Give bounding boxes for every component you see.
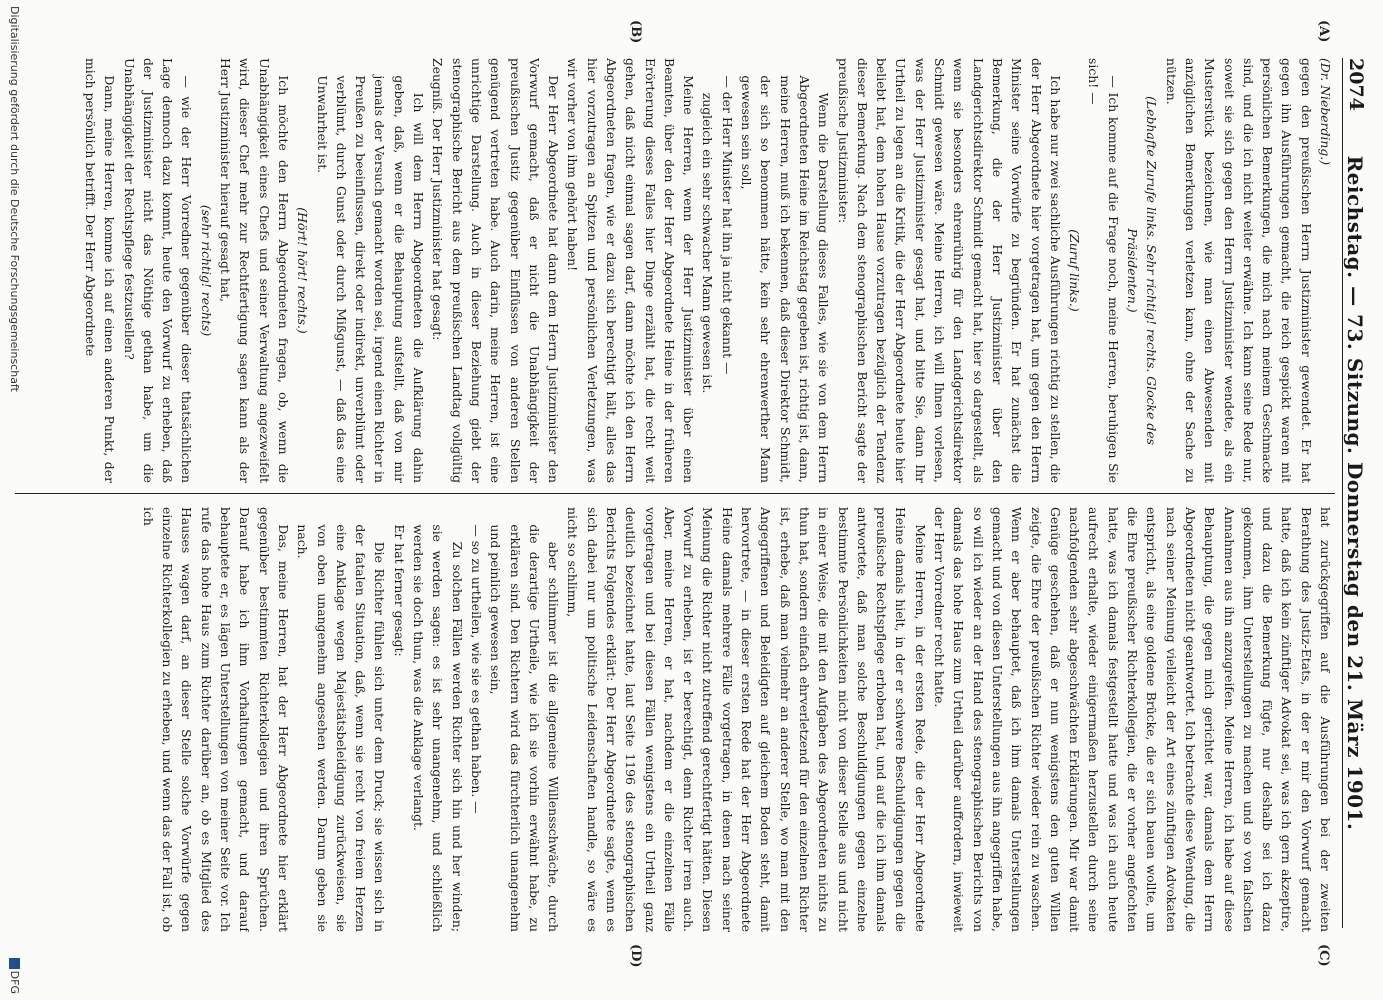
paragraph: — so zu urtheilen, wie sie es gethan haben. — (468, 524, 484, 814)
paragraph: Meine Herren, wenn der Herr Justizminister über einen Beamten, über den der Herr Abgeordnete Heine in der früheren Erörterung dieses Falles hier Dinge erzählt hat, die recht weit gehen, daß nicht einmal sagen darf, dann möchte ich den Herrn Abgeordneten fragen, wie er dazu sich berechtigt hält, alles das hier vorzutragen an Spitzen und persönlichen Verletzungen, was wir vorher von ihm gehört haben! (565, 58, 697, 483)
paragraph: — Ich komme auf die Frage noch, meine Herren, beruhigen Sie sich! — (1086, 58, 1121, 483)
margin-marker-a: (A) (1316, 20, 1331, 43)
paragraph: — der Herr Minister hat ihn ja nicht gekannt — (719, 75, 735, 375)
interjection: (Zuruf links.) (1067, 229, 1083, 312)
page-header (1343, 58, 1369, 928)
quoted-passage: Wenn die Darstellung dieses Falles, wie sie von dem Herrn Abgeordneten Heine im Reichstag gegeben ist, richtig ist, dann, meine Herren, muß ich bekennen, daß dieser Direktor Schmidt, der sich so benommen hätte, kein sehr ehrenwerther Mann gewesen sein soll, (739, 75, 832, 483)
margin-marker-d: (D) (628, 944, 643, 968)
paragraph: Dann, meine Herren, komme ich auf einen anderen Punkt, der mich persönlich betrifft. Der Herr Abgeordnete (83, 58, 118, 483)
paragraph: Ich habe nur zwei sachliche Ausführungen richtig zu stellen, die der Herr Abgeordnete hier vorgetragen hat, um gegen den Herrn Minister seine Vorwürfe zu begründen. Er hat zunächst die Bemerkung, die der Herr Justizminister über den Landgerichtsdirektor Schmidt gemacht hat, hier so dargestellt, als wenn sie besonders ehrenrührig für den Landgerichtsdirektor Schmidt gewesen wäre. Meine Herren, ich will Ihnen vorlesen, was der Herr Justizminister gesagt hat, und bitte Sie, dann Ihr Urtheil zu legen an die Kritik, die der Herr Abgeordnete heute hier beliebt hat, dem hohen Hause vorzutragen bezüglich der Tendenz dieser Bemerkung. Nach dem stenographischen Bericht sagte der preußische Justizminister: (835, 58, 1063, 483)
credit-text: Digitalisierung gefördert durch die Deutsche Forschungsgemeinschaft (8, 6, 22, 392)
speaker-name: (Dr. Nieberding.) (1318, 58, 1333, 166)
header-title: Reichstag. — 73. Sitzung. Donnerstag den 21. März 1901. (1343, 155, 1367, 831)
paragraph: Er hat ferner gesagt: (391, 524, 407, 657)
quoted-passage: aber schlimmer ist die allgemeine Willensschwäche, durch die derartige Urtheile, wie ich sie vorhin erwähnt habe, zu erklären sind. Den Richtern wird das fürchterlich unangenehm und peinlich gewesen sein, (488, 524, 562, 932)
header-rule (1342, 58, 1343, 928)
right-column (15, 507, 1335, 932)
left-column (15, 58, 1335, 483)
digitization-credit (5, 0, 25, 1000)
dfg-logo (9, 958, 22, 994)
paragraph: Der Herr Abgeordnete hat dann dem Herrn Justizminister den Vorwurf gemacht, daß er nicht die Unabhängigkeit der preußischen Justiz gegenüber Einflüssen von anderen Stellen genügend vertreten habe. Auch darin, meine Herren, ist eine unrichtige Darstellung. Auch in dieser Beziehung giebt der stenographische Bericht aus dem preußischen Landtag vollgültig Zeugniß. Der Herr Justizminister hat gesagt: (430, 58, 562, 483)
margin-marker-b: (B) (628, 20, 643, 44)
paragraph: — wie der Herr Vorredner gegenüber dieser thatsächlichen Lage dennoch dazu kommt, heute den Vorwurf zu erheben, daß der Justizminister nicht das Nöthige gethan habe, um die Unabhängigkeit der Rechtspflege festzustellen? (121, 58, 195, 483)
interjection: (Lebhafte Zurufe links. Sehr richtig! rechts. Glocke des Präsidenten.) (1125, 96, 1160, 445)
column-divider (15, 493, 1335, 494)
interjection: (sehr richtig! rechts) (198, 204, 214, 337)
paragraph: Das, meine Herren, hat der Herr Abgeordnete hier erklärt gegenüber bestimmten Richterkollegien und ihren Sprüchen. Darauf habe ich ihm Vorhaltungen gemacht, und darauf behauptete er, es lägen Unterstellungen von meiner Seite vor. Ich rufe das hohe Haus zum Richter darüber an, ob es Mitglied des Hauses wagen darf, an dieser Stelle solche Vorwürfe gegen einzelne Richterkollegien zu erheben, und wenn das der Fall ist, ob ich (140, 507, 291, 932)
quoted-passage: Die Richter fühlen sich unter dem Druck; sie wissen sich in der fatalen Situation, daß, wenn sie recht von freiem Herzen eine Anklage wegen Majestätsbeleidigung zurückweisen, sie von oben unangenehm angesehen werden. Darum geben sie nach. (295, 524, 388, 932)
margin-marker-c: (C) (1316, 944, 1331, 967)
paragraph: Meine Herren, in der ersten Rede, die der Herr Abgeordnete Heine damals hielt, in der er schwere Beschuldigungen gegen die preußische Rechtspflege erhoben hat, und auf die ich ihm damals antwortete, daß man solche Beschuldigungen gegen einzelne bestimmte Persönlichkeiten nicht von dieser Stelle aus und nicht in einer Weise, die mit den Aufgaben des Abgeordneten nichts zu thun hat, sondern einfach ehrverletzend für den einzelnen Richter ist, erhebe, daß man vielmehr an anderer Stelle, wo man mit den Angegriffenen und Beleidigten auf gleichem Boden steht, damit hervortrete, — in dieser ersten Rede hat der Herr Abgeordnete Heine damals mehrere Fälle vorgetragen, in denen nach seiner Meinung die Richter nicht zutreffend gerechtfertigt hätten. Diesen Vorwurf zu erheben, ist er berechtigt, denn Richter irren auch. Aber, meine Herren, er hat, nachdem er die einzelnen Fälle vorgetragen und bei diesen Fällen wenigstens ein Urtheil ganz deutlich bezeichnet hatte, laut Seite 1196 des stenographischen Berichts Folgendes erklärt: Der Herr Abgeordnete sagte, wenn es sich dabei nur um politische Leidenschaften handle, so wäre es nicht so schlimm, (565, 507, 928, 932)
page-number: 2074 (1345, 58, 1367, 111)
paragraph: Ich möchte den Herrn Abgeordneten fragen, ob, wenn die Unabhängigkeit eines Chefs und seiner Verwaltung angezweifelt wird, dieser Chef mehr zur Rechtfertigung sagen kann als der Herr Justizminister hierauf gesagt hat, (218, 58, 291, 483)
interjection: (Hört! hört! rechts.) (295, 207, 311, 334)
dfg-logo-text: DFG (8, 970, 22, 994)
dfg-logo-box (10, 958, 21, 969)
paragraph: gegen den preußischen Herrn Justizminister gewendet. Er hat gegen ihn Ausführungen gemacht, die reich gespickt waren mit persönlichen Bemerkungen, die mich nach meinem Geschmacke sind, und die ich nicht weiter erwähne. Ich kann seine Rede nur, soweit sie sich gegen den Herrn Justizminister wendete, als ein Musterstück bezeichnen, wie man einen Abwesenden mit anzüglichen Bemerkungen verletzen kann, ohne der Sache zu nützen. (1163, 58, 1314, 483)
paragraph: hat zurückgegriffen auf die Ausführungen bei der zweiten Berathung des Justiz-Etats, in der er mir den Vorwurf gemacht hatte, daß ich kein zünftiger Advokat sei, was ich gern akzeptire, und dazu die Bemerkung fügte, nur deshalb sei ich dazu gekommen, ihm Unterstellungen zu machen und so von falschen Annahmen aus ihn anzugreifen. Meine Herren, ich habe auf diese Behauptung, die gegen mich gerichtet war, damals dem Herrn Abgeordneten nicht geantwortet. Ich betrachte diese Wendung, die nach seiner Meinung vielleicht der Art eines zünftigen Advokaten entspricht, als eine goldene Brücke, die er sich bauen wollte, um die Ehre preußischer Richterkollegien, die er vorher angefochten hatte, was ich damals festgestellt hatte und was ich auch heute aufrecht erhalte, wieder einigermaßen herzustellen durch seine nachfolgenden sehr abgeschwächten Erklärungen. Mir war damit Genüge geschehen, daß er nun wenigstens den guten Willen zeigte, die Ehre der preußischen Richter wieder rein zu waschen. Wenn er aber behauptet, daß ich ihm damals Unterstellungen gemacht und von diesen Unterstellungen aus ihn angegriffen habe, so will ich wieder an der Hand des stenographischen Berichts von damals das hohe Haus zum Urtheil darüber auffordern, inwieweit der Herr Vorredner recht hatte. (932, 507, 1333, 932)
quoted-passage: Ich will dem Herrn Abgeordneten die Aufklärung dahin geben, daß, wenn er die Behauptung aufstellt, daß von mir jemals der Versuch gemacht worden sei, irgend einen Richter in Preußen zu beeinflussen, direkt oder indirekt, unverblümt oder verblümt, durch Gunst oder durch Mißgunst, — daß das eine Unwahrheit ist. (314, 75, 427, 483)
quoted-passage: Zu solchen Fällen werden Richter sich hin und her winden; sie werden sagen: es ist sehr unangenehm, und schließlich werden sie doch thun, was die Anklage verlangt. (411, 524, 465, 932)
quoted-passage: zugleich ein sehr schwacher Mann gewesen ist. (700, 92, 716, 394)
